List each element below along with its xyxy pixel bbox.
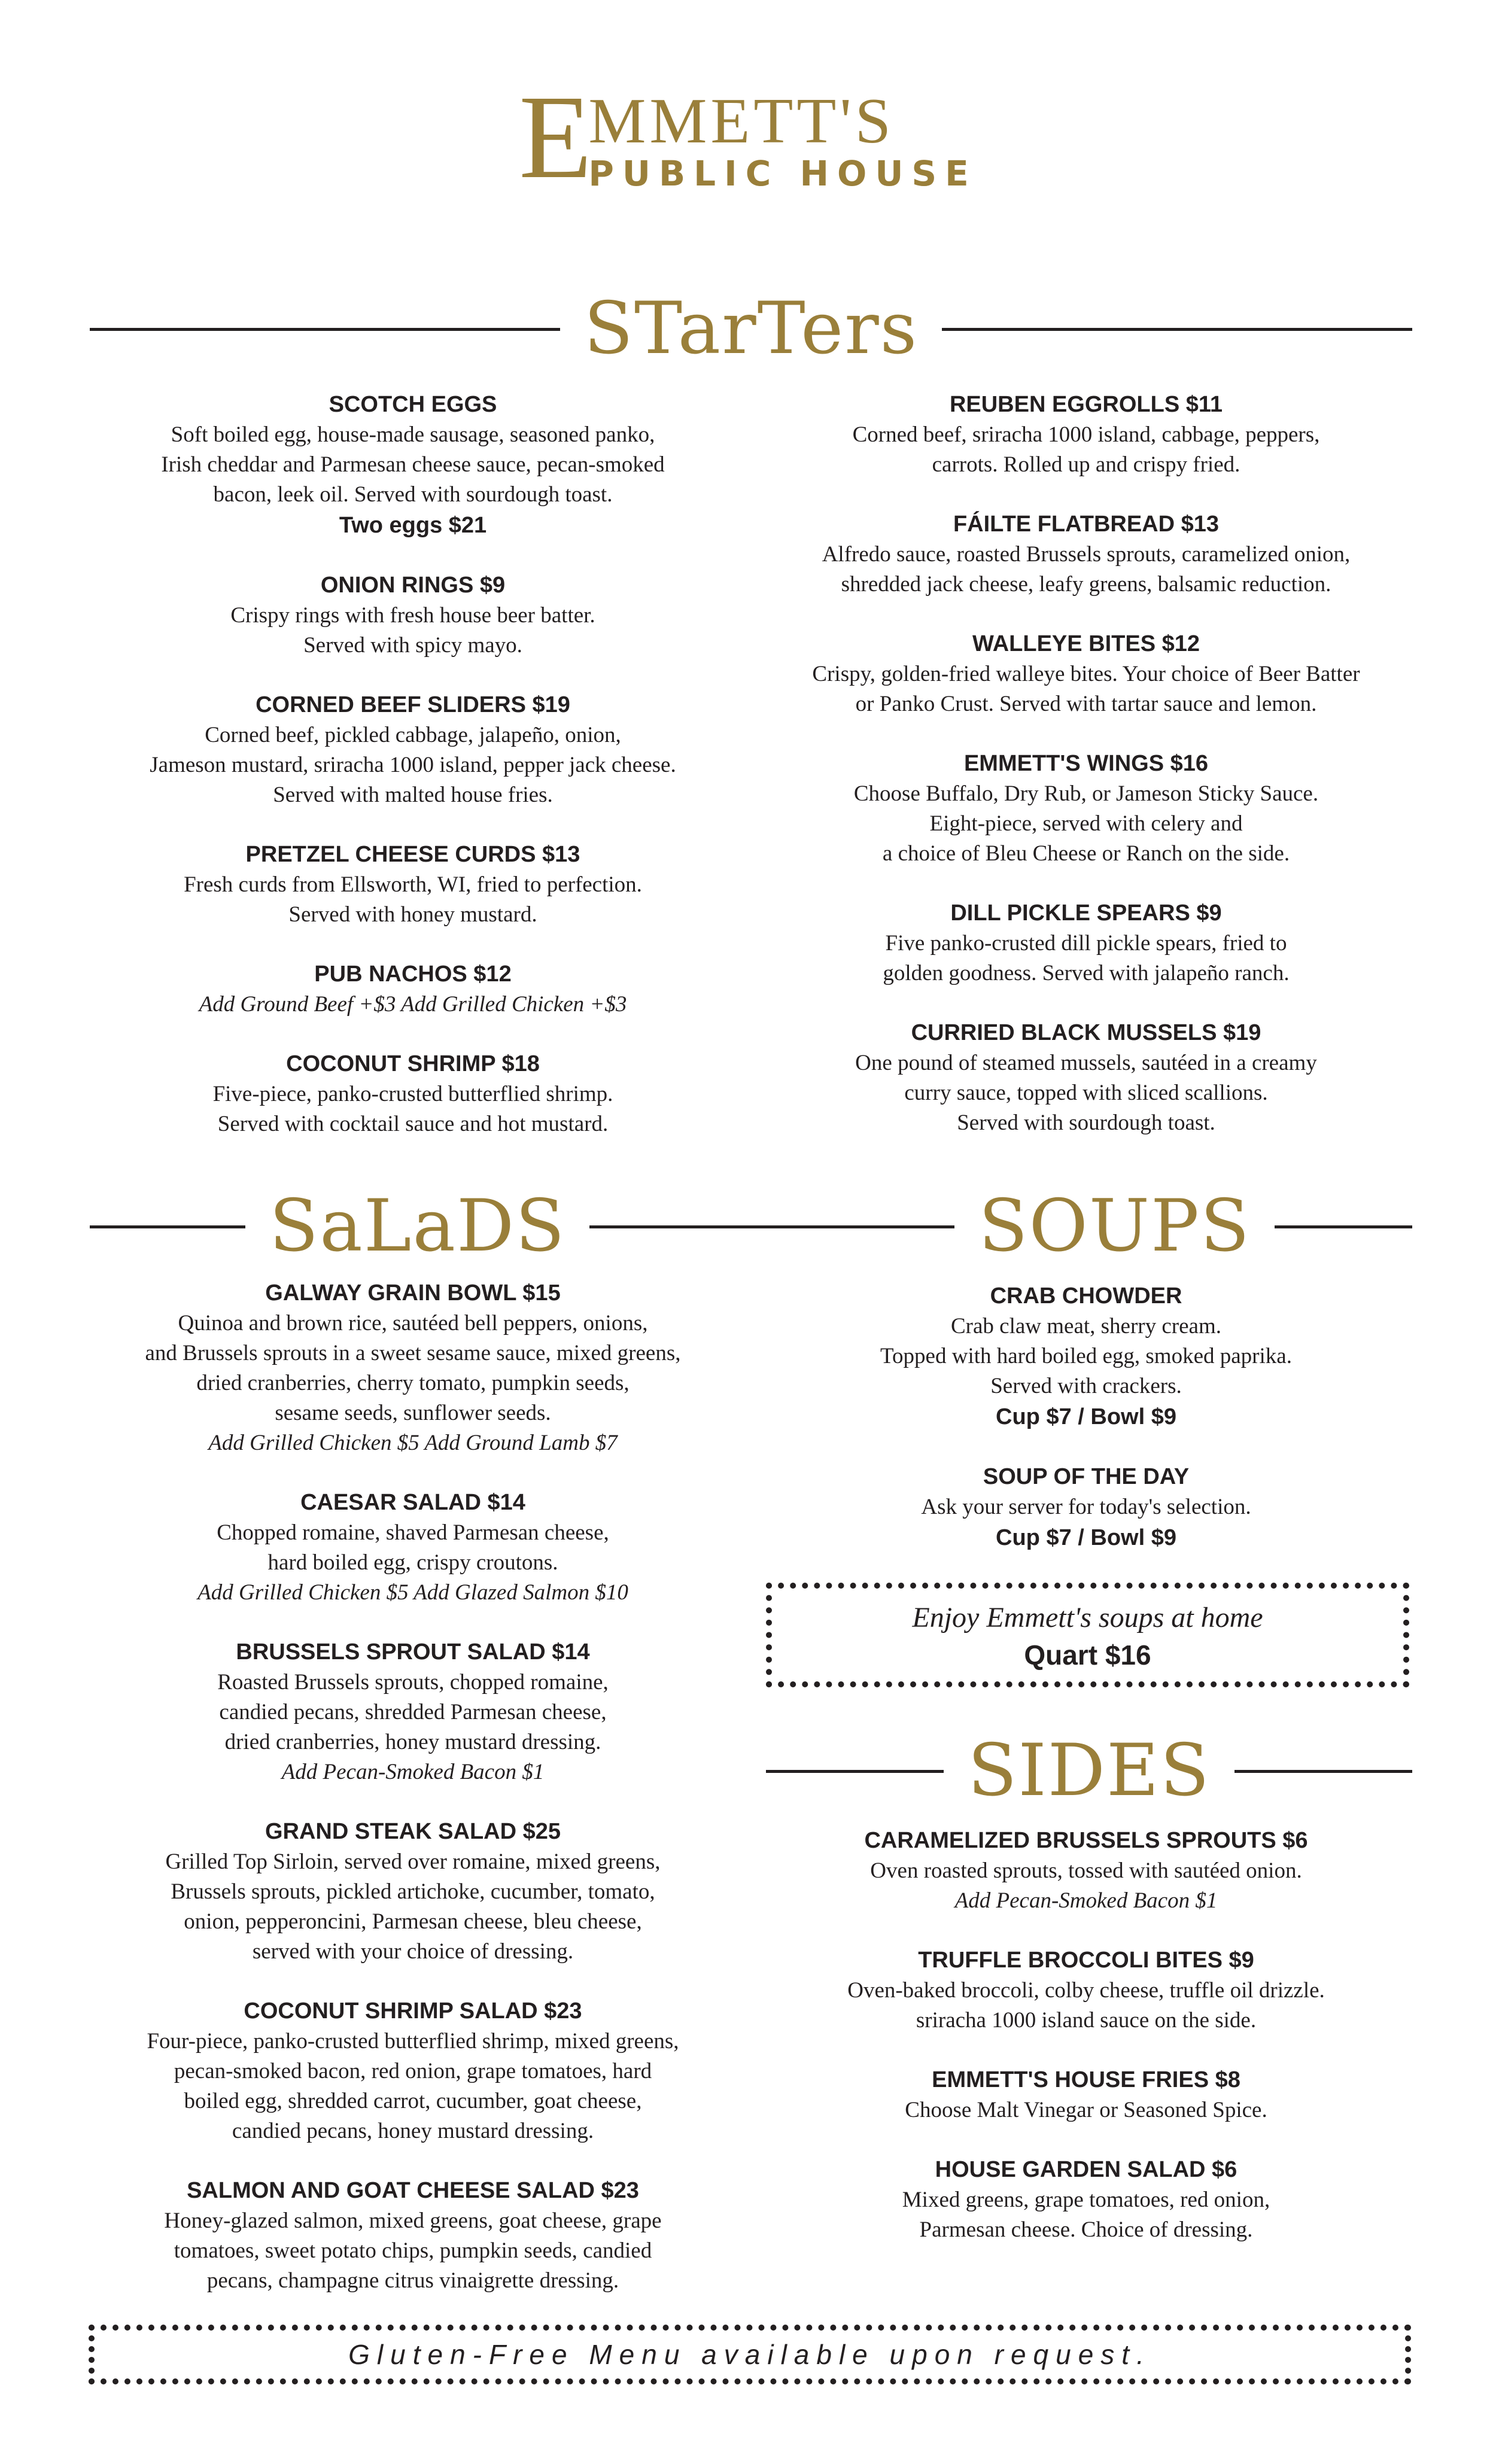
item-description: Jameson mustard, sriracha 1000 island, pepper jack cheese.: [150, 753, 676, 777]
item-description: Served with crackers.: [990, 1374, 1182, 1398]
side-item: [760, 1825, 1412, 1916]
heading-rule: [90, 328, 560, 331]
starter-item: [90, 389, 736, 541]
side-item: [760, 2154, 1412, 2245]
item-addon: Add Grilled Chicken $5 Add Ground Lamb $7: [208, 1431, 618, 1455]
item-name: PUB NACHOS $12: [314, 962, 512, 987]
item-description: onion, pepperoncini, Parmesan cheese, bleu cheese,: [184, 1909, 642, 1934]
item-description: sesame seeds, sunflower seeds.: [275, 1401, 551, 1425]
item-description: Served with sourdough toast.: [957, 1111, 1215, 1135]
item-price: Two eggs $21: [339, 513, 487, 538]
item-description: Brussels sprouts, pickled artichoke, cucumber, tomato,: [171, 1879, 655, 1904]
item-description: Grilled Top Sirloin, served over romaine, mixed greens,: [165, 1849, 661, 1874]
item-description: tomatoes, sweet potato chips, pumpkin seeds, candied: [174, 2238, 652, 2263]
item-description: Eight-piece, served with celery and: [929, 811, 1243, 836]
logo-subtitle: PUBLIC HOUSE: [588, 153, 977, 194]
starter-item: [90, 570, 736, 661]
item-description: Ask your server for today's selection.: [921, 1495, 1251, 1519]
item-name: EMMETT'S HOUSE FRIES $8: [932, 2067, 1240, 2092]
item-description: Crispy rings with fresh house beer batter.: [230, 603, 595, 628]
item-description: candied pecans, shredded Parmesan cheese,: [219, 1700, 607, 1724]
item-description: Served with malted house fries.: [273, 783, 553, 807]
item-price: Cup $7 / Bowl $9: [996, 1525, 1176, 1550]
item-name: EMMETT'S WINGS $16: [963, 751, 1209, 776]
item-description: pecan-smoked bacon, red onion, grape tomatoes, hard: [174, 2059, 652, 2083]
item-description: bacon, leek oil. Served with sourdough toast.: [213, 482, 613, 507]
starter-item: [90, 959, 736, 1020]
soup-item: [760, 1461, 1412, 1553]
salads-title: SaLaDS: [269, 1185, 566, 1268]
item-addon: Add Pecan-Smoked Bacon $1: [281, 1760, 545, 1784]
starter-item: [760, 509, 1412, 600]
soups-heading: [736, 1185, 1412, 1268]
salad-item: [90, 1995, 736, 2146]
restaurant-logo: [0, 71, 1496, 209]
item-name: CURRIED BLACK MUSSELS $19: [911, 1020, 1261, 1045]
item-description: Honey-glazed salmon, mixed greens, goat cheese, grape: [164, 2209, 662, 2233]
soups-title: SOUPS: [978, 1185, 1251, 1268]
starters-left-column: [90, 389, 736, 1168]
item-name: FÁILTE FLATBREAD $13: [953, 512, 1220, 537]
item-name: BRUSSELS SPROUT SALAD $14: [236, 1639, 590, 1665]
item-description: a choice of Bleu Cheese or Ranch on the side.: [882, 841, 1290, 866]
starter-item: [90, 1048, 736, 1139]
starters-right-column: [760, 389, 1412, 1167]
item-name: ONION RINGS $9: [320, 573, 506, 598]
soups-column: [760, 1280, 1412, 1582]
starters-heading: [90, 287, 1412, 370]
starter-item: [760, 1017, 1412, 1138]
item-description: Topped with hard boiled egg, smoked paprika.: [880, 1344, 1292, 1368]
item-description: Alfredo sauce, roasted Brussels sprouts, caramelized onion,: [822, 542, 1351, 567]
item-description: Mixed greens, grape tomatoes, red onion,: [902, 2188, 1270, 2212]
item-name: DILL PICKLE SPEARS $9: [950, 901, 1222, 926]
heading-rule: [736, 1225, 954, 1228]
starter-item: [90, 689, 736, 810]
item-description: Chopped romaine, shaved Parmesan cheese,: [217, 1520, 609, 1545]
starter-item: [760, 898, 1412, 988]
item-name: PRETZEL CHEESE CURDS $13: [245, 842, 580, 867]
item-description: Choose Buffalo, Dry Rub, or Jameson Sticky Sauce.: [853, 781, 1319, 806]
item-description: Fresh curds from Ellsworth, WI, fried to perfection.: [184, 872, 642, 897]
item-description: Served with spicy mayo.: [303, 633, 522, 658]
item-description: sriracha 1000 island sauce on the side.: [916, 2008, 1257, 2033]
item-name: CARAMELIZED BRUSSELS SPROUTS $6: [864, 1828, 1308, 1853]
item-description: curry sauce, topped with sliced scallions.: [904, 1081, 1268, 1105]
item-description: Oven roasted sprouts, tossed with sautéed onion.: [870, 1858, 1302, 1883]
logo-initial: E: [519, 71, 592, 203]
item-name: CORNED BEEF SLIDERS $19: [256, 692, 570, 717]
item-description: Irish cheddar and Parmesan cheese sauce, pecan-smoked: [161, 452, 665, 477]
heading-rule: [1275, 1225, 1412, 1228]
gluten-free-notice: [89, 2325, 1411, 2384]
sides-title: SIDES: [968, 1729, 1211, 1812]
item-description: Quinoa and brown rice, sautéed bell peppers, onions,: [178, 1311, 648, 1336]
salad-item: [90, 1487, 736, 1608]
side-item: [760, 2064, 1412, 2125]
item-name: CRAB CHOWDER: [990, 1283, 1182, 1309]
item-name: WALLEYE BITES $12: [972, 631, 1200, 656]
item-name: SALMON AND GOAT CHEESE SALAD $23: [187, 2178, 639, 2203]
heading-rule: [942, 328, 1412, 331]
item-price: Cup $7 / Bowl $9: [996, 1404, 1176, 1429]
item-addon: Add Ground Beef +$3 Add Grilled Chicken +$3: [199, 992, 627, 1017]
item-name: REUBEN EGGROLLS $11: [949, 392, 1223, 417]
item-description: One pound of steamed mussels, sautéed in a creamy: [855, 1051, 1317, 1075]
salads-heading: [90, 1185, 736, 1268]
item-addon: Add Grilled Chicken $5 Add Glazed Salmon $10: [197, 1580, 628, 1605]
soup-box-price: Quart $16: [1024, 1639, 1151, 1671]
item-description: Crispy, golden-fried walleye bites. Your choice of Beer Batter: [812, 662, 1360, 686]
item-name: TRUFFLE BROCCOLI BITES $9: [918, 1948, 1254, 1973]
item-description: dried cranberries, honey mustard dressing.: [224, 1730, 601, 1754]
starter-item: [760, 628, 1412, 719]
starters-title: STarTers: [583, 287, 919, 370]
item-description: Crab claw meat, sherry cream.: [950, 1314, 1221, 1339]
item-name: GALWAY GRAIN BOWL $15: [265, 1280, 561, 1306]
item-name: HOUSE GARDEN SALAD $6: [935, 2157, 1237, 2182]
item-description: served with your choice of dressing.: [252, 1939, 574, 1964]
heading-rule: [766, 1770, 944, 1773]
side-item: [760, 1945, 1412, 2036]
item-description: carrots. Rolled up and crispy fried.: [932, 452, 1240, 477]
item-description: Four-piece, panko-crusted butterflied shrimp, mixed greens,: [147, 2029, 679, 2054]
item-name: CAESAR SALAD $14: [300, 1490, 525, 1515]
heading-rule: [90, 1225, 245, 1228]
item-description: boiled egg, shredded carrot, cucumber, goat cheese,: [184, 2089, 642, 2113]
salad-item: [90, 1277, 736, 1458]
starter-item: [90, 839, 736, 930]
item-description: golden goodness. Served with jalapeño ranch.: [883, 961, 1290, 985]
item-description: Roasted Brussels sprouts, chopped romaine,: [217, 1670, 609, 1695]
item-description: or Panko Crust. Served with tartar sauce and lemon.: [855, 692, 1317, 716]
item-description: hard boiled egg, crispy croutons.: [267, 1550, 558, 1575]
item-description: Five-piece, panko-crusted butterflied shrimp.: [212, 1082, 613, 1106]
soup-item: [760, 1280, 1412, 1432]
item-name: COCONUT SHRIMP SALAD $23: [244, 1998, 582, 2024]
item-description: Served with honey mustard.: [288, 902, 537, 927]
item-description: Parmesan cheese. Choice of dressing.: [919, 2217, 1253, 2242]
item-description: Corned beef, pickled cabbage, jalapeño, onion,: [205, 723, 621, 747]
item-description: dried cranberries, cherry tomato, pumpkin seeds,: [196, 1371, 630, 1395]
starter-item: [760, 389, 1412, 480]
item-description: Soft boiled egg, house-made sausage, seasoned panko,: [171, 422, 655, 447]
soup-takeaway-box: [766, 1583, 1409, 1687]
logo-name: MMETT'S: [588, 86, 895, 157]
item-description: Corned beef, sriracha 1000 island, cabbage, peppers,: [852, 422, 1320, 447]
item-name: SCOTCH EGGS: [329, 392, 497, 417]
item-addon: Add Pecan-Smoked Bacon $1: [954, 1888, 1218, 1913]
item-description: pecans, champagne citrus vinaigrette dressing.: [206, 2268, 619, 2293]
item-description: Choose Malt Vinegar or Seasoned Spice.: [905, 2098, 1267, 2122]
salad-item: [90, 2175, 736, 2296]
starter-item: [760, 748, 1412, 869]
item-description: Served with cocktail sauce and hot mustard.: [217, 1112, 609, 1136]
item-description: shredded jack cheese, leafy greens, balsamic reduction.: [841, 572, 1331, 597]
soup-box-text: Enjoy Emmett's soups at home: [912, 1602, 1263, 1633]
item-description: candied pecans, honey mustard dressing.: [232, 2119, 594, 2143]
salad-item: [90, 1816, 736, 1967]
item-name: GRAND STEAK SALAD $25: [264, 1819, 561, 1844]
heading-rule: [589, 1225, 736, 1228]
item-description: and Brussels sprouts in a sweet sesame sauce, mixed greens,: [145, 1341, 681, 1365]
sides-column: [760, 1825, 1412, 2274]
item-description: Five panko-crusted dill pickle spears, fried to: [885, 931, 1287, 956]
salads-column: [90, 1277, 736, 2325]
item-name: SOUP OF THE DAY: [983, 1464, 1190, 1489]
item-name: COCONUT SHRIMP $18: [286, 1051, 540, 1076]
sides-heading: [766, 1729, 1412, 1812]
gluten-free-text: Gluten-Free Menu available upon request.: [348, 2339, 1151, 2370]
heading-rule: [1234, 1770, 1412, 1773]
salad-item: [90, 1636, 736, 1787]
item-description: Oven-baked broccoli, colby cheese, truffle oil drizzle.: [847, 1978, 1325, 2003]
